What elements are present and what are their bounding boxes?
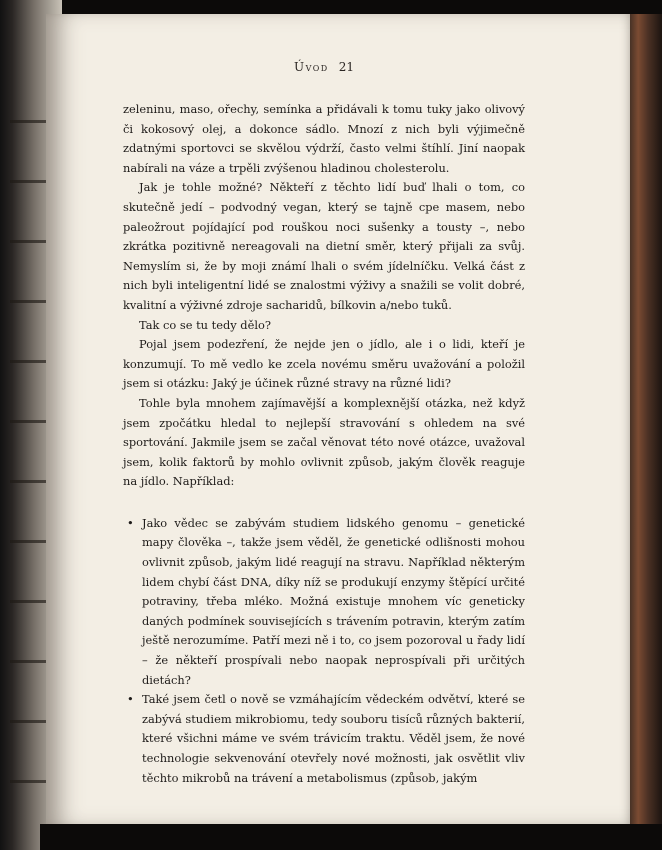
body-text bbox=[123, 100, 525, 788]
list-item bbox=[123, 514, 525, 690]
book-cover-edge bbox=[628, 14, 662, 824]
bullet-list bbox=[123, 514, 525, 788]
paragraph: Tohle byla mnohem zajímavější a komplexnější otázka, než když jsem zpočátku hledal to nejlepší stravování s ohledem na své sportování. Jakmile jsem se začal věnovat této nové otázce, uvažoval jsem, kolik faktorů by mohlo ovlivnit způsob, jakým člověk reaguje na jídlo. Například: bbox=[123, 395, 525, 489]
background-bottom bbox=[40, 824, 662, 850]
paragraph: Tak co se tu tedy dělo? bbox=[139, 317, 271, 332]
bullet-text: Jako vědec se zabývám studiem lidského genomu – genetické mapy člověka –, takže jsem věděl, že genetické odlišnosti mohou ovlivnit způsob, jakým lidé reagují na stravu. Například některým lidem chybí část DNA, díky níž se produkují enzymy štěpící určité potraviny, třeba mléko. Možná existuje mnohem víc geneticky daných podmínek souvisejících s trávením potravin, kterým zatím ještě nerozumíme. Patří mezi ně i to, co jsem pozoroval u řady lidí – že někteří prospívali nebo naopak neprospívali při určitých dietách? bbox=[142, 515, 525, 687]
paragraph: zeleninu, maso, ořechy, semínka a přidávali k tomu tuky jako olivový či kokosový olej, a dokonce sádlo. Mnozí z nich byli výjimečně zdatnými sportovci se skvělou výdrží, často velmi štíhlí. Jiní naopak nabírali na váze a trpěli zvýšenou hladinou cholesterolu. bbox=[123, 102, 525, 175]
page-number: 21 bbox=[338, 60, 354, 74]
bullet-text: Také jsem četl o nově se vzmáhajícím vědeckém odvětví, které se zabývá studiem mikrobiomu, tedy souboru tisíců různých bakterií, které všichni máme ve svém trávicím traktu. Věděl jsem, že nové technologie sekvenování otevřely nové možnosti, jak osvětlit vliv těchto mikrobů na trávení a metabolismus (způsob, jakým bbox=[142, 692, 525, 785]
paragraph: Jak je tohle možné? Někteří z těchto lidí buď lhali o tom, co skutečně jedí – podvodný vegan, který se tajně cpe masem, nebo paleožrout pojídající pod rouškou noci sušenky a tousty –, nebo zkrátka pozitivně nereagovali na dietní směr, který přijali za svůj. Nemyslím si, že by moji známí lhali o svém jídelníčku. Velká část z nich byli inteligentní lidé se znalostmi výživy a snažili se volit dobré, kvalitní a výživné zdroje sacharidů, bílkovin a/nebo tuků. bbox=[123, 180, 525, 312]
bullet-icon: • bbox=[127, 515, 134, 530]
list-item bbox=[123, 690, 525, 788]
paragraph: Pojal jsem podezření, že nejde jen o jídlo, ale i o lidi, kteří je konzumují. To mě vedlo ke zcela novému směru uvažování a položil jsem si otázku: Jaký je účinek různé stravy na různé lidi? bbox=[123, 337, 525, 391]
running-header bbox=[284, 60, 364, 74]
bullet-icon: • bbox=[127, 692, 134, 707]
section-title: Úvod bbox=[293, 60, 329, 74]
